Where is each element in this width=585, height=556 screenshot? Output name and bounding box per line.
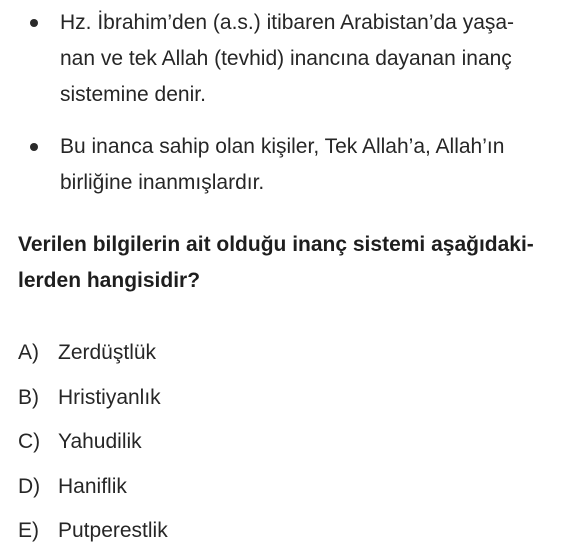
option-e-text: Putperestlik: [58, 519, 168, 542]
option-c[interactable]: [18, 429, 142, 455]
bullet-2-line-2: birliğine inanmışlardır.: [60, 171, 265, 194]
option-a[interactable]: [18, 340, 156, 366]
option-b-letter: B): [18, 386, 39, 409]
bullet-1-line-2: nan ve tek Allah (tevhid) inancına dayanan inanç: [60, 47, 512, 70]
option-b[interactable]: [18, 385, 161, 411]
option-d-letter: D): [18, 475, 41, 498]
option-a-letter: A): [18, 341, 39, 364]
option-b-text: Hristiyanlık: [58, 386, 161, 409]
option-d[interactable]: [18, 474, 127, 500]
option-e[interactable]: [18, 518, 168, 544]
option-a-text: Zerdüştlük: [58, 341, 157, 364]
bullet-dot-1: [30, 19, 38, 27]
bullet-2-line-1: Bu inanca sahip olan kişiler, Tek Allah’a, Allah’ın: [60, 135, 505, 158]
option-e-letter: E): [18, 519, 39, 542]
option-c-letter: C): [18, 430, 41, 453]
question-line-1: Verilen bilgilerin ait olduğu inanç sistemi aşağıdaki-: [18, 233, 534, 256]
option-d-text: Haniflik: [58, 475, 127, 498]
bullet-1-line-1: Hz. İbrahim’den (a.s.) itibaren Arabistan’da yaşa-: [60, 11, 515, 34]
option-c-text: Yahudilik: [58, 430, 142, 453]
bullet-1-line-3: sistemine denir.: [60, 83, 206, 106]
question-line-2: lerden hangisidir?: [18, 269, 201, 292]
bullet-dot-2: [30, 143, 38, 151]
